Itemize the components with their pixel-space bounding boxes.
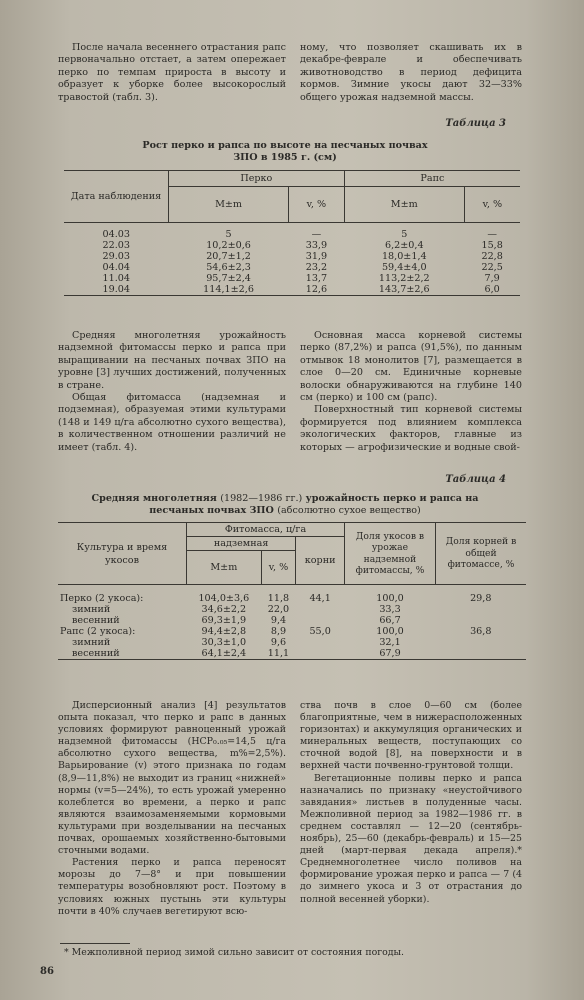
table4 <box>58 522 526 660</box>
paragraph: Общая фитомасса (надземная и подземная), образуемая этими культурами (148 и 149 ц/га абсолютно сухого вещества), в количественном отношении различий не имеет (табл. 4). <box>58 392 286 453</box>
col-m: M±m <box>187 551 262 585</box>
paragraph: ства почв в слое 0—60 см (более благоприятные, чем в нижерасположенных горизонтах) и аккумуляция органических и минеральных веществ, поступающих со сточной водой [8], на поверхности и в верхней части почвенно-грунтовой толщи. <box>300 700 522 772</box>
col-v: v, % <box>464 187 520 223</box>
footnote: * Межполивной период зимой сильно зависит от состояния погоды. <box>64 947 404 958</box>
table3-title: Рост перко и рапса по высоте на песчаных почвах ЗПО в 1985 г. (см) <box>142 140 428 163</box>
table-row: 22.03 10,2±0,6 33,9 6,2±0,4 15,8 <box>102 239 503 251</box>
table-row: 29.03 20,7±1,2 31,9 18,0±1,4 22,8 <box>102 250 503 262</box>
col-share-above: Доля укосов в урожае надземной фитомассы, % <box>345 523 436 585</box>
table-row: весенний 69,3±1,9 9,4 66,7 <box>72 614 401 626</box>
table-row: 04.04 54,6±2,3 23,2 59,4±4,0 22,5 <box>102 261 503 273</box>
col-m: M±m <box>169 187 289 223</box>
table-row: 11.04 95,7±2,4 13,7 113,2±2,2 7,9 <box>102 272 500 284</box>
paragraph: Средняя многолетняя урожайность надземной фитомассы перко и рапса при выращивании на песчаных почвах ЗПО на уровне [3] лучших достижений, полученных в стране. <box>58 330 286 391</box>
table-row: зимний 34,6±2,2 22,0 33,3 <box>72 603 401 615</box>
group-above: надземная <box>187 537 296 551</box>
table-row: Перко (2 укоса): 104,0±3,6 11,8 44,1 100,0 29,8 <box>60 592 492 604</box>
paragraph: Поверхностный тип корневой системы формируется под влиянием комплекса экологических факторов, главные из которых — агрофизические и водные свой- <box>300 404 522 453</box>
col-crop: Культура и время укосов <box>58 523 187 585</box>
mid-right-column <box>300 330 522 454</box>
table-row: 19.04 114,1±2,6 12,6 143,7±2,6 6,0 <box>64 284 520 296</box>
top-right-column <box>300 42 522 104</box>
footnote-rule <box>60 943 130 944</box>
col-share-roots: Доля корней в общей фитомассе, % <box>436 523 527 585</box>
table-row: 04.03 5 — 5 — <box>102 228 497 240</box>
page-number: 86 <box>40 966 54 977</box>
paragraph: Дисперсионный анализ [4] результатов опыта показал, что перко и рапс в данных условиях формируют равноценный урожай надземной фитомассы (НСР₀.₀₅=14,5 ц/га абсолютно сухого вещества, m%=2,5%). Варьирование (v) этого признака по годам (8,9—11,8%) не выходит из границ «нижней» нормы (v=5—24%), то есть урожай умеренно колеблется во времени, а перко и рапс являются взаимозаменяемыми кормовыми культурами при возделывании на песчаных почвах, орошаемых хозяйственно-бытовыми сточными водами. <box>58 700 286 857</box>
mid-left-column <box>58 330 286 454</box>
table3-number: Таблица 3 <box>445 118 506 129</box>
paragraph: Основная масса корневой системы перко (87,2%) и рапса (91,5%), по данным отмывок 18 монолитов [7], размещается в слое 0—20 см. Единичные корневые волоски обнаруживаются на глубине 140 см (перко) и 100 см (рапс). <box>300 330 522 404</box>
bottom-left-column <box>58 700 286 918</box>
group-phyto: Фитомасса, ц/га <box>187 523 345 537</box>
table-row: весенний 64,1±2,4 11,1 67,9 <box>58 648 526 660</box>
paragraph: После начала весеннего отрастания рапс первоначально отстает, а затем опережает перко по темпам прироста в высоту и образует к уборке более высокорослый травостой (табл. 3). <box>58 42 286 103</box>
table4-number: Таблица 4 <box>445 474 506 485</box>
col-m: M±m <box>344 187 464 223</box>
col-date: Дата наблюдения <box>64 171 169 223</box>
table-row: зимний 30,3±1,0 9,6 32,1 <box>72 636 401 648</box>
col-v: v, % <box>261 551 296 585</box>
top-left-column <box>58 42 286 104</box>
group-raps: Рапс <box>344 171 520 187</box>
paragraph: Вегетационные поливы перко и рапса назначались по признаку «неустойчивого завядания» листьев в полуденные часы. Межполивной период за 1982—1986 гг. в среднем составлял — 12—20 (сентябрь-ноябрь), 25—60 (декабрь-февраль) и 15—25 дней (март-первая декада апреля).* Среднемноголетнее число поливов на формирование урожая перко и рапса — 7 (4 до зимнего укоса и 3 от отрастания до полной весенней уборки). <box>300 772 522 905</box>
paragraph: Растения перко и рапса переносят морозы до 7—8° и при повышении температуры возобновляют рост. Поэтому в условиях южных пустынь эти культуры почти в 40% случаев вегетируют всю- <box>58 857 286 917</box>
table-row: Рапс (2 укоса): 94,4±2,8 8,9 55,0 100,0 36,8 <box>60 625 492 637</box>
bottom-right-column <box>300 700 522 906</box>
paragraph: ному, что позволяет скашивать их в декабре-феврале и обеспечивать животноводство в период дефицита кормов. Зимние укосы дают 32—33% общего урожая надземной массы. <box>300 42 522 103</box>
group-perko: Перко <box>169 171 345 187</box>
table3 <box>64 170 520 296</box>
col-v: v, % <box>289 187 345 223</box>
table4-title: Средняя многолетняя (1982—1986 гг.) урожайность перко и рапса на песчаных почвах ЗПО (абсолютно сухое вещество) <box>91 493 479 516</box>
col-roots: корни <box>296 537 345 585</box>
